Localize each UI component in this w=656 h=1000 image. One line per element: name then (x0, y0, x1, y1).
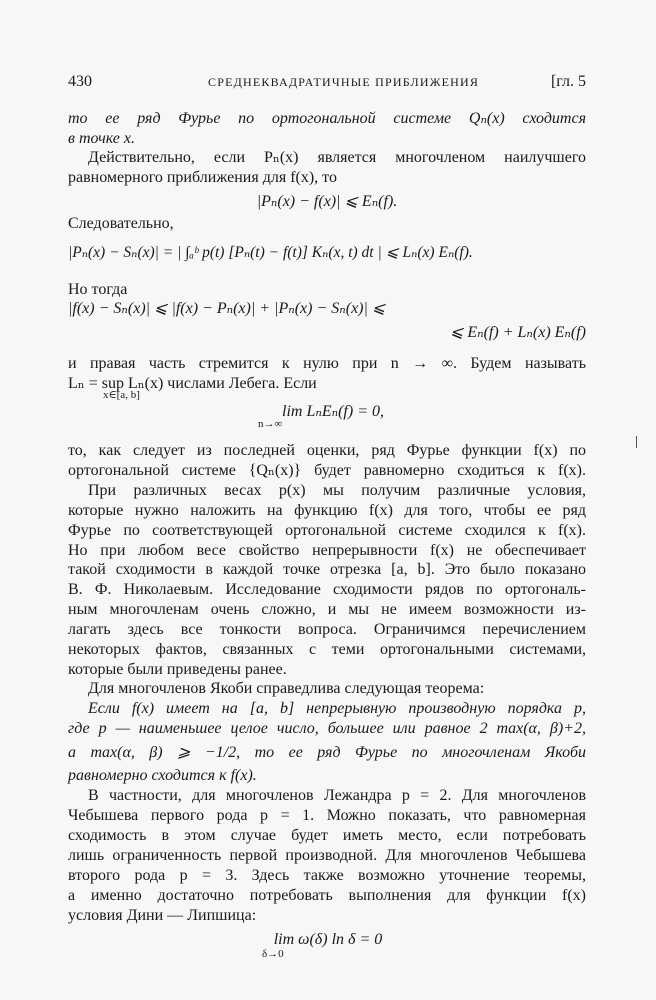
text-line: некоторых фактов, связанных с теми ортогональными системами, (68, 641, 586, 658)
text-line: ным многочленам очень сложно, и мы не имеем возможности из- (68, 601, 586, 618)
text-line: условия Дини — Липшица: (68, 907, 257, 924)
text-line: которые были приведены ранее. (68, 661, 287, 678)
text-line: то ее ряд Фурье по ортогональной системе Qₙ(x) сходится (68, 110, 586, 127)
page-header (68, 73, 586, 93)
formula: lim LₙEₙ(f) = 0, (282, 403, 384, 420)
text-line: ортогональной системе {Qₙ(x)} будет равномерно сходиться к f(x). (68, 462, 586, 479)
text-line: Фурье по соответствующей ортогональной системе сходился к f(x). (68, 522, 586, 539)
text-line: Действительно, если Pₙ(x) является многочленом наилучшего (88, 149, 586, 166)
text-line: Lₙ = sup Lₙ(x) числами Лебега. Если (68, 375, 317, 392)
text-line: а именно достаточно потребовать выполнения для функции f(x) (68, 887, 586, 904)
theorem-line: где p — наименьшее целое число, большее или равное 2 max(α, β)+2, (68, 720, 586, 737)
theorem-line: Если f(x) имеет на [a, b] непрерывную производную порядка p, (88, 700, 586, 717)
text-line: лишь ограниченность первой производной. Для многочленов Чебышева (68, 847, 586, 864)
text-line: В. Ф. Николаевым. Исследование сходимости рядов по ортогональ- (68, 581, 586, 598)
text-line: такой сходимости в каждой точке отрезка [a, b]. Это было показано (68, 561, 586, 578)
theorem-line: a max(α, β) ⩾ −1/2, то ее ряд Фурье по многочленам Якоби (68, 744, 586, 761)
subscript-text: x∈[a, b] (103, 389, 140, 401)
text-line: Но при любом весе свойство непрерывности f(x) не обеспечивает (68, 542, 586, 559)
formula: lim ω(δ) ln δ = 0 (273, 931, 383, 948)
formula: ⩽ Eₙ(f) + Lₙ(x) Eₙ(f) (449, 324, 586, 341)
text-line: Но тогда (68, 281, 128, 298)
text-line: В частности, для многочленов Лежандра p = 2. Для многочленов (88, 787, 586, 804)
text-line: лагать здесь все тонкости вопроса. Ограничимся перечислением (68, 621, 586, 638)
text-line: Чебышева первого рода p = 1. Можно показать, что равномерная (68, 807, 586, 824)
margin-mark (636, 436, 637, 448)
chapter-label: [гл. 5 (550, 73, 586, 90)
page-number: 430 (68, 73, 92, 90)
text-line: в точке x. (68, 130, 136, 147)
text-line: равномерного приближения для f(x), то (68, 169, 337, 186)
subscript-text: n→∞ (258, 418, 283, 430)
running-title: СРЕДНЕКВАДРАТИЧНЫЕ ПРИБЛИЖЕНИЯ (208, 75, 480, 89)
text-line: При различных весах p(x) мы получим различные условия, (88, 482, 586, 499)
text-line: Для многочленов Якоби справедлива следующая теорема: (88, 680, 485, 697)
formula: |Pₙ(x) − f(x)| ⩽ Eₙ(f). (256, 193, 398, 210)
text-line: которые нужно наложить на функцию f(x) для того, чтобы ее ряд (68, 502, 586, 519)
formula: |Pₙ(x) − Sₙ(x)| = | ∫ₐᵇ p(t) [Pₙ(t) − f(t)] Kₙ(x, t) dt | ⩽ Lₙ(x) Eₙ(f). (68, 244, 473, 261)
theorem-line: равномерно сходится к f(x). (68, 767, 257, 784)
text-line: и правая часть стремится к нулю при n → ∞. Будем называть (68, 355, 586, 372)
formula: |f(x) − Sₙ(x)| ⩽ |f(x) − Pₙ(x)| + |Pₙ(x) − Sₙ(x)| ⩽ (68, 300, 386, 317)
text-line: то, как следует из последней оценки, ряд Фурье функции f(x) по (68, 442, 586, 459)
subscript-text: δ→0 (262, 948, 284, 960)
text-line: Следовательно, (68, 215, 174, 232)
text-line: второго рода p = 3. Здесь также возможно уточнение теоремы, (68, 867, 586, 884)
text-line: сходимость в этом случае будет иметь место, если потребовать (68, 827, 586, 844)
